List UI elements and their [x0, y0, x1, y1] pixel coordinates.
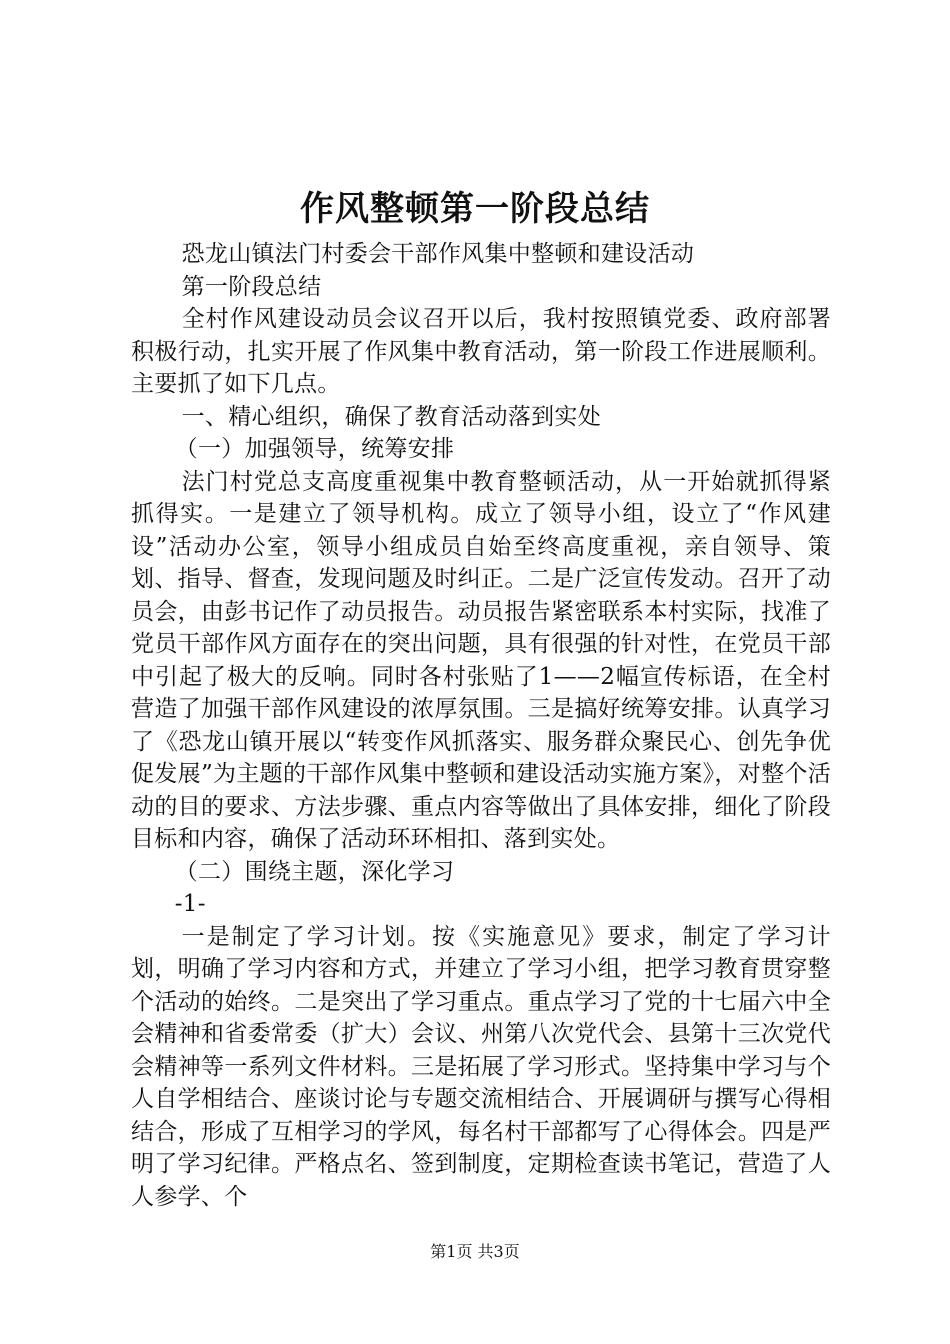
- intro-paragraph: 全村作风建设动员会议召开以后，我村按照镇党委、政府部署积极行动，扎实开展了作风集中教育活动，第一阶段工作进展顺利。主要抓了如下几点。: [131, 306, 831, 397]
- subsection-heading-1: （一）加强领导，统筹安排: [174, 436, 455, 462]
- inline-page-marker: -1-: [174, 891, 206, 917]
- document-title: 作风整顿第一阶段总结: [300, 189, 650, 229]
- body-paragraph-1: 法门村党总支高度重视集中教育整顿活动，从一开始就抓得紧抓得实。一是建立了领导机构。成立了领导小组，设立了“作风建设”活动办公室，领导小组成员自始至终高度重视，亲自领导、策划、指导、督查，发现问题及时纠正。二是广泛宣传发动。召开了动员会，由彭书记作了动员报告。动员报告紧密联系本村实际，找准了党员干部作风方面存在的突出问题，具有很强的针对性，在党员干部中引起了极大的反响。同时各村张贴了1——2幅宣传标语，在全村营造了加强干部作风建设的浓厚氛围。三是搞好统筹安排。认真学习了《恐龙山镇开展以“转变作风抓落实、服务群众聚民心、创先争优促发展”为主题的干部作风集中整顿和建设活动实施方案》，对整个活动的目的要求、方法步骤、重点内容等做出了具体安排，细化了阶段目标和内容，确保了活动环环相扣、落到实处。: [131, 468, 831, 852]
- document-body: [131, 238, 831, 1213]
- body-paragraph-2: 一是制定了学习计划。按《实施意见》要求，制定了学习计划，明确了学习内容和方式，并建立了学习小组，把学习教育贯穿整个活动的始终。二是突出了学习重点。重点学习了党的十七届六中全会精神和省委常委（扩大）会议、州第八次党代会、县第十三次党代会精神等一系列文件材料。三是拓展了学习形式。坚持集中学习与个人自学相结合、座谈讨论与专题交流相结合、开展调研与撰写心得相结合，形成了互相学习的学风，每名村干部都写了心得体会。四是严明了学习纪律。严格点名、签到制度，定期检查读书笔记，营造了人人参学、个: [131, 923, 831, 1210]
- subtitle-line-1: 恐龙山镇法门村委会干部作风集中整顿和建设活动: [181, 241, 695, 267]
- subsection-heading-2: （二）围绕主题，深化学习: [174, 858, 455, 885]
- page-footer: 第1页 共3页: [430, 1242, 520, 1261]
- section-heading-1: 一、精心组织，确保了教育活动落到实处: [181, 403, 601, 430]
- subtitle-line-2: 第一阶段总结: [181, 273, 322, 300]
